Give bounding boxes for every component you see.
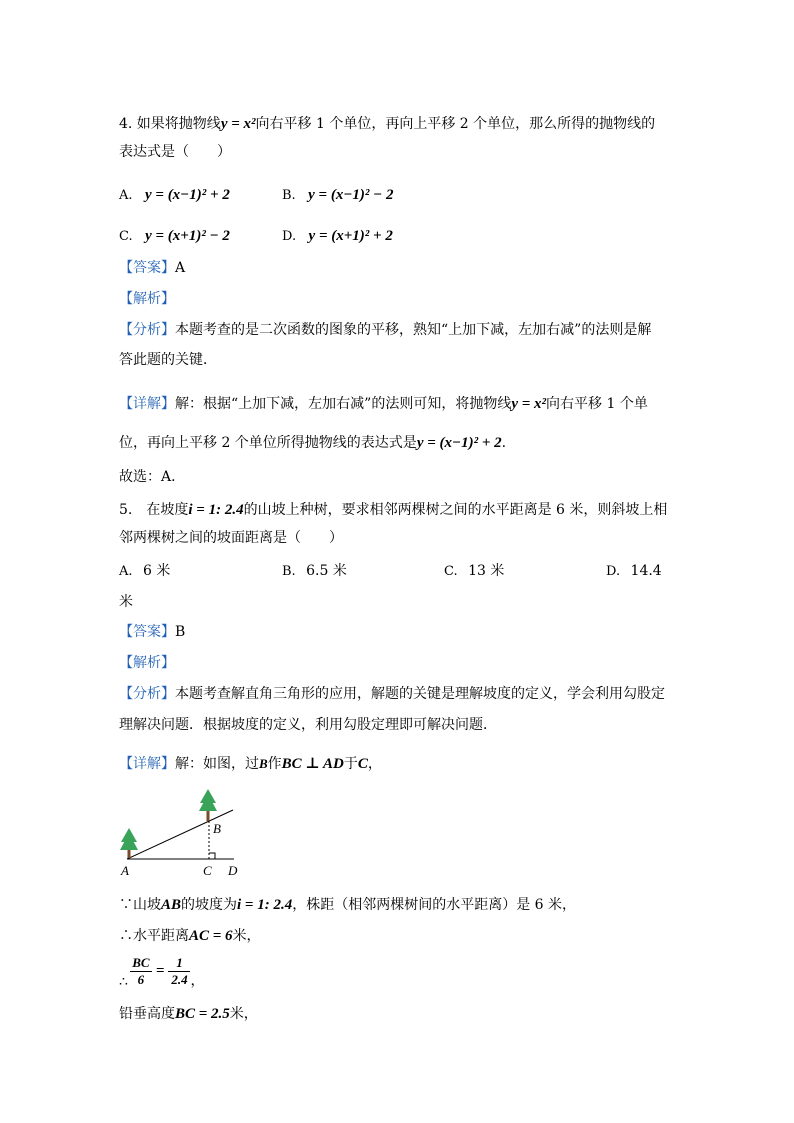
q5-option-a-letter: A. <box>119 564 133 579</box>
q4-option-d-letter: D. <box>282 229 297 244</box>
q5-xiangjie-zuo: 作 <box>267 756 282 772</box>
q4-option-d <box>282 226 393 247</box>
q5-xiangjie-point-b: B <box>259 756 268 771</box>
q5-step3-end: ， <box>190 973 205 989</box>
q5-step4 <box>119 1004 258 1024</box>
q4-answer-tag: 【答案】 <box>119 260 175 276</box>
q5-slope-expr: i = 1: 2.4 <box>188 502 244 518</box>
q5-stem-text: 5. 在坡度 <box>119 502 189 518</box>
q4-option-d-expr: y = (x+1)² + 2 <box>308 228 393 244</box>
label-d: D <box>228 863 238 878</box>
q4-option-c-letter: C. <box>119 229 133 244</box>
q5-step1-text3: ，株距（相邻两棵树间的水平距离）是 6 米， <box>292 897 577 913</box>
q5-stem-line1 <box>119 500 667 520</box>
q5-stem-text-cont: 的山坡上种树，要求相邻两棵树之间的水平距离是 6 米，则斜坡上相 <box>243 502 668 518</box>
q5-option-b-letter: B. <box>282 564 296 579</box>
q5-step3-den1: 6 <box>137 971 145 987</box>
q5-xiangjie-perp-expr: BC ⊥ AD <box>281 756 344 772</box>
q5-option-d-letter: D. <box>606 564 621 579</box>
tree-a-icon <box>120 828 138 858</box>
q4-option-a <box>119 185 230 206</box>
q5-stem-line2: 邻两棵树之间的坡面距离是（ ） <box>119 530 343 546</box>
q5-step3-frac2 <box>168 955 190 988</box>
q5-step1-ab: AB <box>161 897 182 913</box>
q5-step1-text2: 的坡度为 <box>181 897 238 913</box>
q5-fenxi-tag: 【分析】 <box>119 686 175 702</box>
q5-step3-num2: 1 <box>176 954 183 970</box>
q4-xiangjie-line1 <box>119 394 648 414</box>
q4-option-b-expr: y = (x−1)² − 2 <box>308 187 394 203</box>
q5-step2-text: ∴水平距离 <box>119 928 189 944</box>
q4-xiangjie-expr: y = x² <box>511 396 547 412</box>
q5-option-d-cont: 米 <box>119 594 133 610</box>
q4-option-b <box>282 185 394 206</box>
q5-answer-value: B <box>175 624 186 640</box>
q5-step1 <box>119 895 576 915</box>
q5-step1-text: ∵山坡 <box>119 897 161 913</box>
label-c: C <box>203 863 212 878</box>
q5-step3-eq: = <box>155 962 165 979</box>
q5-answer-tag: 【答案】 <box>119 624 175 640</box>
q4-guxuan: 故选：A． <box>119 469 186 485</box>
q4-xiangjie-tag: 【详解】 <box>119 396 175 412</box>
q5-option-c-letter: C. <box>444 564 458 579</box>
q4-xiangjie-line2 <box>119 433 506 453</box>
q5-xiangjie-yu: 于 <box>343 756 358 772</box>
q5-option-d <box>606 561 662 582</box>
q4-xiangjie-period: . <box>501 435 507 451</box>
q5-option-a <box>119 561 170 582</box>
q4-fenxi-line1 <box>119 320 651 340</box>
q4-xiangjie-text2: 位，再向上平移 2 个单位所得抛物线的表达式是 <box>119 435 417 451</box>
label-a: A <box>121 863 129 878</box>
q5-option-a-text: 6 米 <box>142 563 171 579</box>
q5-option-b <box>282 561 347 582</box>
q5-option-c-text: 13 米 <box>468 563 505 579</box>
q5-fenxi-text: 本题考查解直角三角形的应用，解题的关键是理解坡度的定义，学会利用勾股定 <box>175 686 665 702</box>
q5-step3-prefix: ∴ <box>119 974 128 990</box>
q5-step4-unit: 米， <box>229 1006 258 1022</box>
q4-xiangjie-text: 解：根据“上加下减，左加右减”的法则可知，将抛物线 <box>175 396 512 412</box>
q4-answer <box>119 258 185 278</box>
q4-option-c-expr: y = (x+1)² − 2 <box>145 228 230 244</box>
q4-fenxi-line2: 答此题的关键． <box>119 352 217 368</box>
q5-option-b-text: 6.5 米 <box>306 563 347 579</box>
q5-xiangjie-comma: ， <box>367 756 382 772</box>
q5-step3 <box>119 952 204 990</box>
q4-option-a-expr: y = (x−1)² + 2 <box>144 187 230 203</box>
q4-stem-line1 <box>119 114 655 134</box>
q5-option-c <box>444 561 504 582</box>
q5-step2-unit: 米， <box>232 928 261 944</box>
q5-step2-expr: AC = 6 <box>189 928 233 944</box>
q4-jiexi-tag: 【解析】 <box>119 291 175 307</box>
q5-step4-expr: BC = 2.5 <box>175 1006 230 1022</box>
q5-answer <box>119 622 185 642</box>
slope-figure <box>118 788 248 880</box>
q4-xiangjie-result-expr: y = (x−1)² + 2 <box>416 435 502 451</box>
label-b: B <box>213 821 221 836</box>
q5-fenxi-line1 <box>119 684 665 704</box>
q4-xiangjie-text-cont: 向右平移 1 个单 <box>546 396 648 412</box>
q4-option-a-letter: A. <box>119 188 133 203</box>
q5-xiangjie-text: 解：如图，过 <box>175 756 259 772</box>
q5-step2 <box>119 926 261 946</box>
q4-stem-line2: 表达式是（ ） <box>119 144 231 160</box>
tree-b-icon <box>199 789 217 821</box>
q5-step3-frac1 <box>130 955 152 988</box>
q5-xiangjie-point-c: C <box>357 756 368 772</box>
right-angle-mark <box>209 853 215 859</box>
q5-xiangjie-line <box>119 754 382 774</box>
q4-answer-value: A <box>175 260 186 276</box>
q4-stem-text-cont: 向右平移 1 个单位，再向上平移 2 个单位，那么所得的抛物线的 <box>255 116 656 132</box>
q4-fenxi-tag: 【分析】 <box>119 322 175 338</box>
q5-jiexi-tag: 【解析】 <box>119 655 175 671</box>
q5-step3-num1: BC <box>132 954 150 970</box>
q5-option-d-text: 14.4 <box>630 563 662 579</box>
q4-option-c <box>119 226 230 247</box>
q5-fenxi-line2: 理解决问题．根据坡度的定义，利用勾股定理即可解决问题． <box>119 717 497 733</box>
q5-xiangjie-tag: 【详解】 <box>119 756 175 772</box>
q5-step3-den2: 2.4 <box>171 971 188 987</box>
q5-step1-slope: i = 1: 2.4 <box>237 897 293 913</box>
q4-parabola-expr: y = x² <box>220 116 256 132</box>
q4-fenxi-text: 本题考查的是二次函数的图象的平移，熟知“上加下减，左加右减”的法则是解 <box>175 322 652 338</box>
q4-option-b-letter: B. <box>282 188 296 203</box>
q5-step4-text: 铅垂高度 <box>119 1006 175 1022</box>
q4-stem-text: 4. 如果将抛物线 <box>119 116 221 132</box>
